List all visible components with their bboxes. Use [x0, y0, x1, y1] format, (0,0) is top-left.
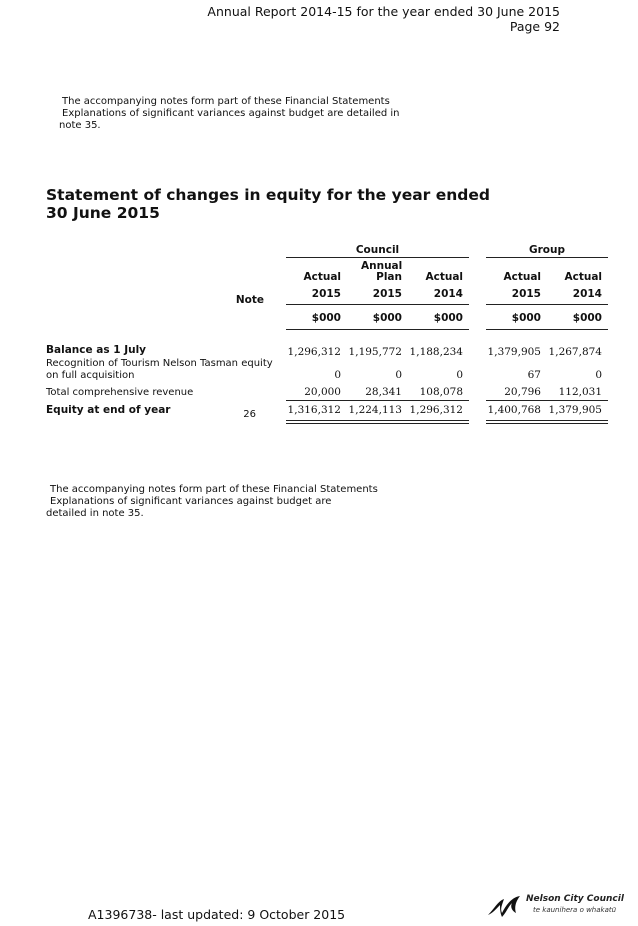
top-note-line-1: The accompanying notes form part of these Financial Statements	[62, 96, 390, 107]
table-cell: 0	[334, 369, 341, 381]
group-unit-rule	[486, 329, 608, 330]
council-subtotal-rule	[286, 400, 469, 401]
council-group-rule	[286, 257, 469, 258]
statement-title-line-2: 30 June 2015	[46, 204, 160, 222]
col-unit: $000	[311, 312, 341, 324]
logo-subtitle: te kaunihera o whakatū	[533, 906, 617, 914]
council-unit-rule	[286, 329, 469, 330]
col-year: 2015	[372, 288, 402, 300]
group-total-double-rule	[486, 420, 608, 424]
logo-name: Nelson City Council	[526, 894, 624, 904]
table-cell: 108,078	[419, 386, 463, 398]
report-title: Annual Report 2014-15 for the year ended 30 June 2015	[207, 4, 560, 19]
table-cell: 1,379,905	[548, 404, 602, 416]
col-header-plan-line1: Annual	[361, 260, 403, 272]
col-year: 2014	[433, 288, 463, 300]
table-cell: 1,296,312	[409, 404, 463, 416]
col-header-actual: Actual	[503, 271, 541, 283]
note-reference: 26	[243, 409, 256, 420]
col-header-actual: Actual	[303, 271, 341, 283]
col-header-actual: Actual	[425, 271, 463, 283]
page-number: Page 92	[509, 19, 560, 34]
note-column-header: Note	[235, 294, 264, 306]
bottom-note-line-3: detailed in note 35.	[46, 508, 144, 519]
bottom-note-line-2: Explanations of significant variances against budget are	[50, 496, 332, 507]
table-cell: 0	[456, 369, 463, 381]
council-year-rule	[286, 304, 469, 305]
table-cell: 20,000	[304, 386, 341, 398]
row-label-balance: Balance as 1 July	[46, 344, 147, 356]
col-unit: $000	[511, 312, 541, 324]
row-label-recognition-line2: on full acquisition	[46, 370, 135, 381]
col-year: 2015	[511, 288, 541, 300]
col-year: 2014	[572, 288, 602, 300]
table-cell: 67	[527, 369, 541, 381]
table-cell: 112,031	[558, 386, 602, 398]
group-group-rule	[486, 257, 608, 258]
statement-title	[46, 186, 490, 222]
table-cell: 1,224,113	[348, 404, 402, 416]
document-reference: A1396738- last updated: 9 October 2015	[88, 907, 346, 922]
table-cell: 20,796	[504, 386, 541, 398]
table-cell: 1,316,312	[287, 404, 341, 416]
logo-mark-icon	[486, 893, 526, 919]
group-year-rule	[486, 304, 608, 305]
table-cell: 1,188,234	[409, 346, 463, 358]
council-group-header: Council	[355, 244, 400, 256]
col-unit: $000	[572, 312, 602, 324]
council-total-double-rule	[286, 420, 469, 424]
bottom-note-line-1: The accompanying notes form part of these Financial Statements	[50, 484, 378, 495]
table-cell: 1,195,772	[348, 346, 402, 358]
row-label-equity-end: Equity at end of year	[46, 404, 171, 416]
row-label-total-revenue: Total comprehensive revenue	[46, 387, 194, 398]
col-unit: $000	[372, 312, 402, 324]
table-cell: 0	[595, 369, 602, 381]
row-label-recognition-line1: Recognition of Tourism Nelson Tasman equity	[46, 358, 273, 369]
table-cell: 1,296,312	[287, 346, 341, 358]
table-cell: 0	[395, 369, 402, 381]
col-unit: $000	[433, 312, 463, 324]
top-note-line-3: note 35.	[59, 120, 101, 131]
col-year: 2015	[311, 288, 341, 300]
nelson-city-council-logo	[486, 893, 624, 919]
table-cell: 1,379,905	[487, 346, 541, 358]
table-cell: 1,400,768	[487, 404, 541, 416]
table-cell: 28,341	[365, 386, 402, 398]
col-header-actual: Actual	[564, 271, 602, 283]
top-note-line-2: Explanations of significant variances against budget are detailed in	[62, 108, 400, 119]
statement-title-line-1: Statement of changes in equity for the year ended	[46, 186, 490, 204]
group-group-header: Group	[528, 244, 565, 256]
table-cell: 1,267,874	[548, 346, 602, 358]
col-header-plan: Plan	[376, 271, 402, 283]
group-subtotal-rule	[486, 400, 608, 401]
